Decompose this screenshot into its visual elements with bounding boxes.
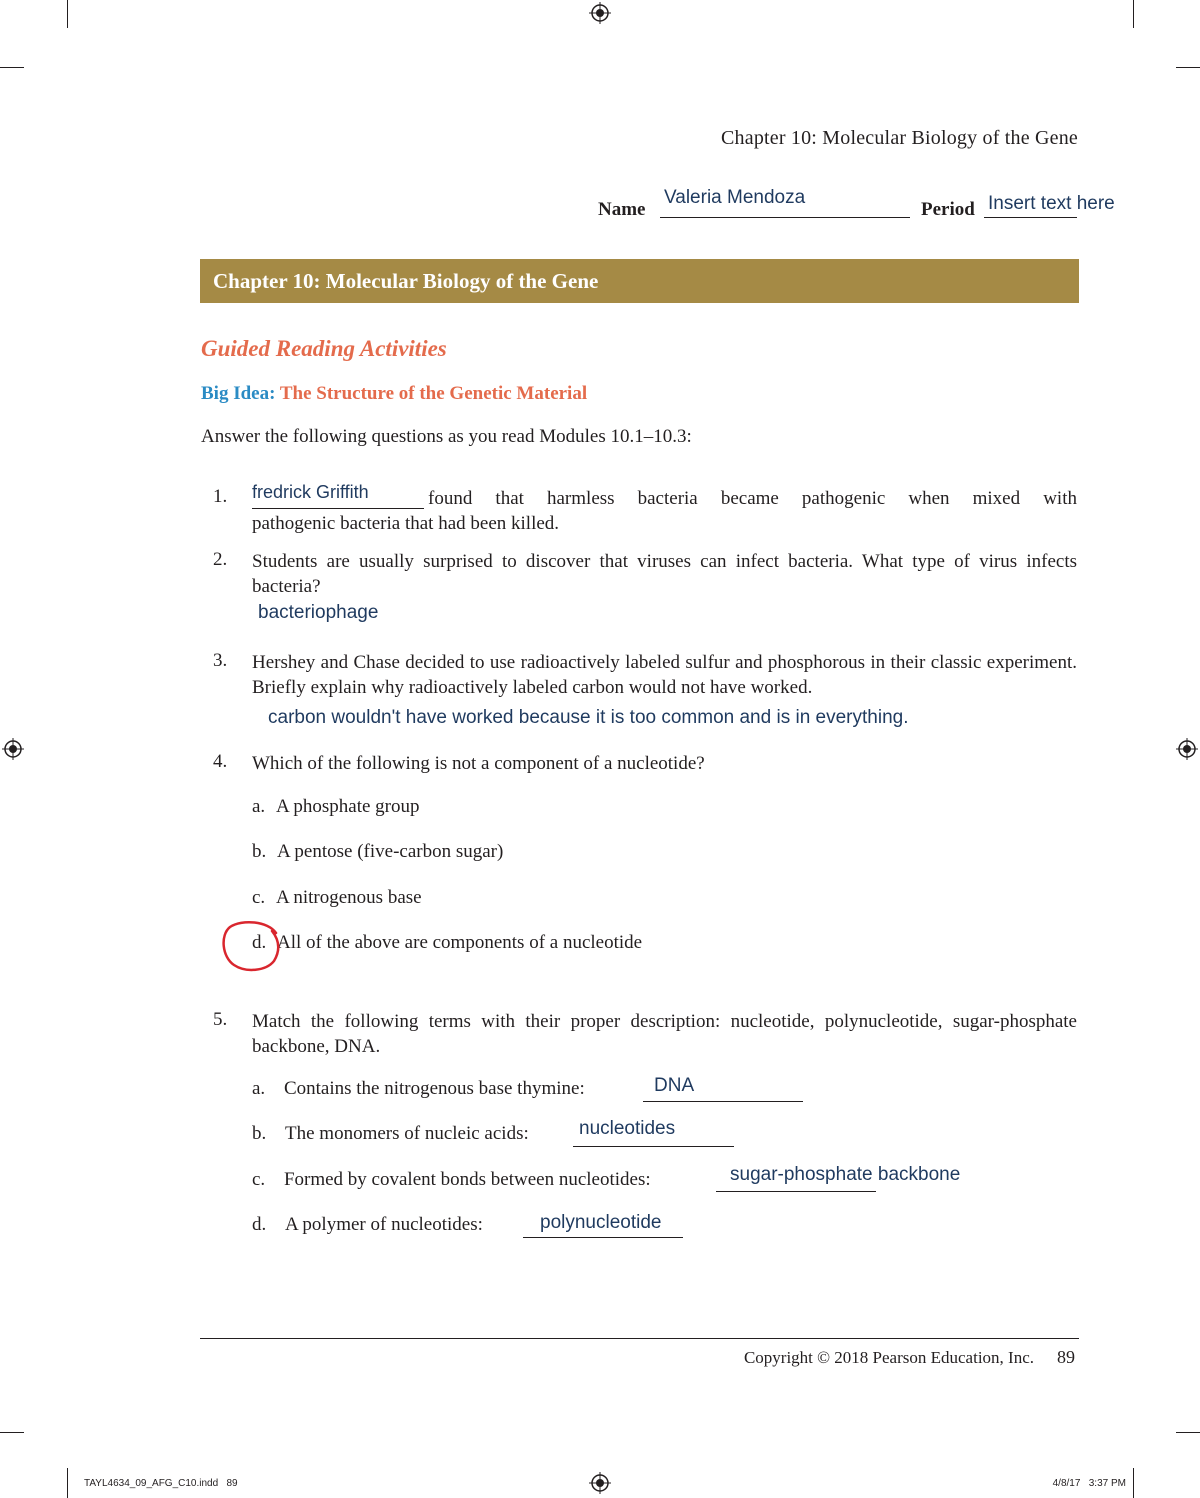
q4-option-d[interactable]	[252, 932, 642, 954]
q5b-answer-field[interactable]: nucleotides	[579, 1118, 676, 1139]
running-header: Chapter 10: Molecular Biology of the Gene	[721, 127, 1078, 149]
q5-text: Match the following terms with their proper description: nucleotide, polynucleotide, sugar-phosphate backbone, DNA.	[252, 1011, 1077, 1057]
question-number: 5.	[213, 1009, 228, 1030]
item-letter: c.	[252, 1169, 266, 1190]
option-letter: b.	[252, 841, 267, 862]
q5d-underline	[523, 1237, 683, 1238]
item-text: Formed by covalent bonds between nucleotides:	[283, 1169, 651, 1190]
item-letter: b.	[252, 1123, 267, 1144]
big-idea	[201, 383, 587, 405]
option-letter: a.	[252, 796, 266, 817]
name-label: Name	[598, 199, 646, 220]
q5-item-b	[252, 1123, 529, 1145]
option-letter: c.	[252, 887, 266, 908]
big-idea-label: Big Idea:	[201, 383, 276, 404]
q1-text-line2: pathogenic bacteria that had been killed.	[252, 513, 560, 534]
q4-option-c[interactable]	[252, 887, 422, 909]
crop-mark	[0, 67, 24, 68]
q4-text: Which of the following is not a component of a nucleotide?	[252, 753, 705, 774]
registration-mark-icon	[589, 1472, 611, 1494]
q1-text-line1: found that harmless bacteria became pathogenic when mixed with	[428, 488, 1077, 509]
name-underline	[660, 217, 910, 218]
q5c-answer-field[interactable]: sugar-phosphate backbone	[730, 1164, 961, 1185]
crop-mark	[67, 1468, 68, 1498]
chapter-banner: Chapter 10: Molecular Biology of the Gene	[200, 259, 1079, 303]
footer-copyright: Copyright © 2018 Pearson Education, Inc.	[743, 1348, 1034, 1367]
q5a-underline	[643, 1101, 803, 1102]
item-text: Contains the nitrogenous base thymine:	[283, 1078, 585, 1099]
registration-mark-icon	[589, 2, 611, 24]
question-number: 1.	[213, 486, 228, 507]
item-text: The monomers of nucleic acids:	[285, 1123, 529, 1144]
q3-answer-field[interactable]: carbon wouldn't have worked because it is too common and is in everything.	[268, 707, 909, 728]
option-text: A phosphate group	[275, 796, 420, 817]
q1-answer-field[interactable]: fredrick Griffith	[252, 482, 369, 502]
q5-item-a	[252, 1078, 585, 1100]
item-letter: a.	[252, 1078, 266, 1099]
crop-mark	[1176, 1432, 1200, 1433]
q2-text: Students are usually surprised to discover that viruses can infect bacteria. What type of virus infects bacteria?	[252, 551, 1077, 597]
option-letter: d.	[252, 932, 267, 953]
option-text: All of the above are components of a nucleotide	[277, 932, 643, 953]
option-text: A nitrogenous base	[275, 887, 422, 908]
q1-underline	[252, 508, 424, 509]
q4-option-b[interactable]	[252, 841, 503, 863]
option-text: A pentose (five-carbon sugar)	[277, 841, 504, 862]
q5a-answer-field[interactable]: DNA	[654, 1075, 695, 1096]
q5b-underline	[573, 1146, 734, 1147]
crop-mark	[67, 0, 68, 28]
q5-item-d	[252, 1214, 483, 1236]
crop-mark	[1133, 1468, 1134, 1498]
question-number: 3.	[213, 650, 228, 671]
slug-right: 4/8/17 3:37 PM	[1052, 1478, 1126, 1489]
section-title: Guided Reading Activities	[201, 336, 447, 361]
period-underline	[984, 217, 1077, 218]
period-field[interactable]: Insert text here	[988, 193, 1115, 214]
selection-circle-icon	[220, 919, 282, 973]
page-number: 89	[1057, 1347, 1075, 1367]
q3-text: Hershey and Chase decided to use radioactively labeled sulfur and phosphorous in their classic experiment. Briefly explain why radioactively labeled carbon would not have worked.	[252, 652, 1077, 698]
name-field[interactable]: Valeria Mendoza	[664, 187, 806, 208]
q5-item-c	[252, 1169, 651, 1191]
item-letter: d.	[252, 1214, 267, 1235]
q5c-underline	[716, 1191, 876, 1192]
crop-mark	[0, 1432, 24, 1433]
crop-mark	[1176, 67, 1200, 68]
registration-mark-icon	[1176, 738, 1198, 760]
q4-option-a[interactable]	[252, 796, 419, 818]
question-number: 2.	[213, 549, 228, 570]
question-number: 4.	[213, 751, 228, 772]
q5d-answer-field[interactable]: polynucleotide	[540, 1212, 662, 1233]
period-label: Period	[921, 199, 975, 220]
slug-left: TAYL4634_09_AFG_C10.indd 89	[84, 1478, 238, 1489]
crop-mark	[1133, 0, 1134, 28]
q2-answer-field[interactable]: bacteriophage	[258, 602, 379, 623]
instructions: Answer the following questions as you read Modules 10.1–10.3:	[201, 426, 692, 447]
registration-mark-icon	[2, 738, 24, 760]
footer-rule	[200, 1338, 1079, 1339]
item-text: A polymer of nucleotides:	[285, 1214, 483, 1235]
big-idea-text: The Structure of the Genetic Material	[279, 383, 588, 404]
